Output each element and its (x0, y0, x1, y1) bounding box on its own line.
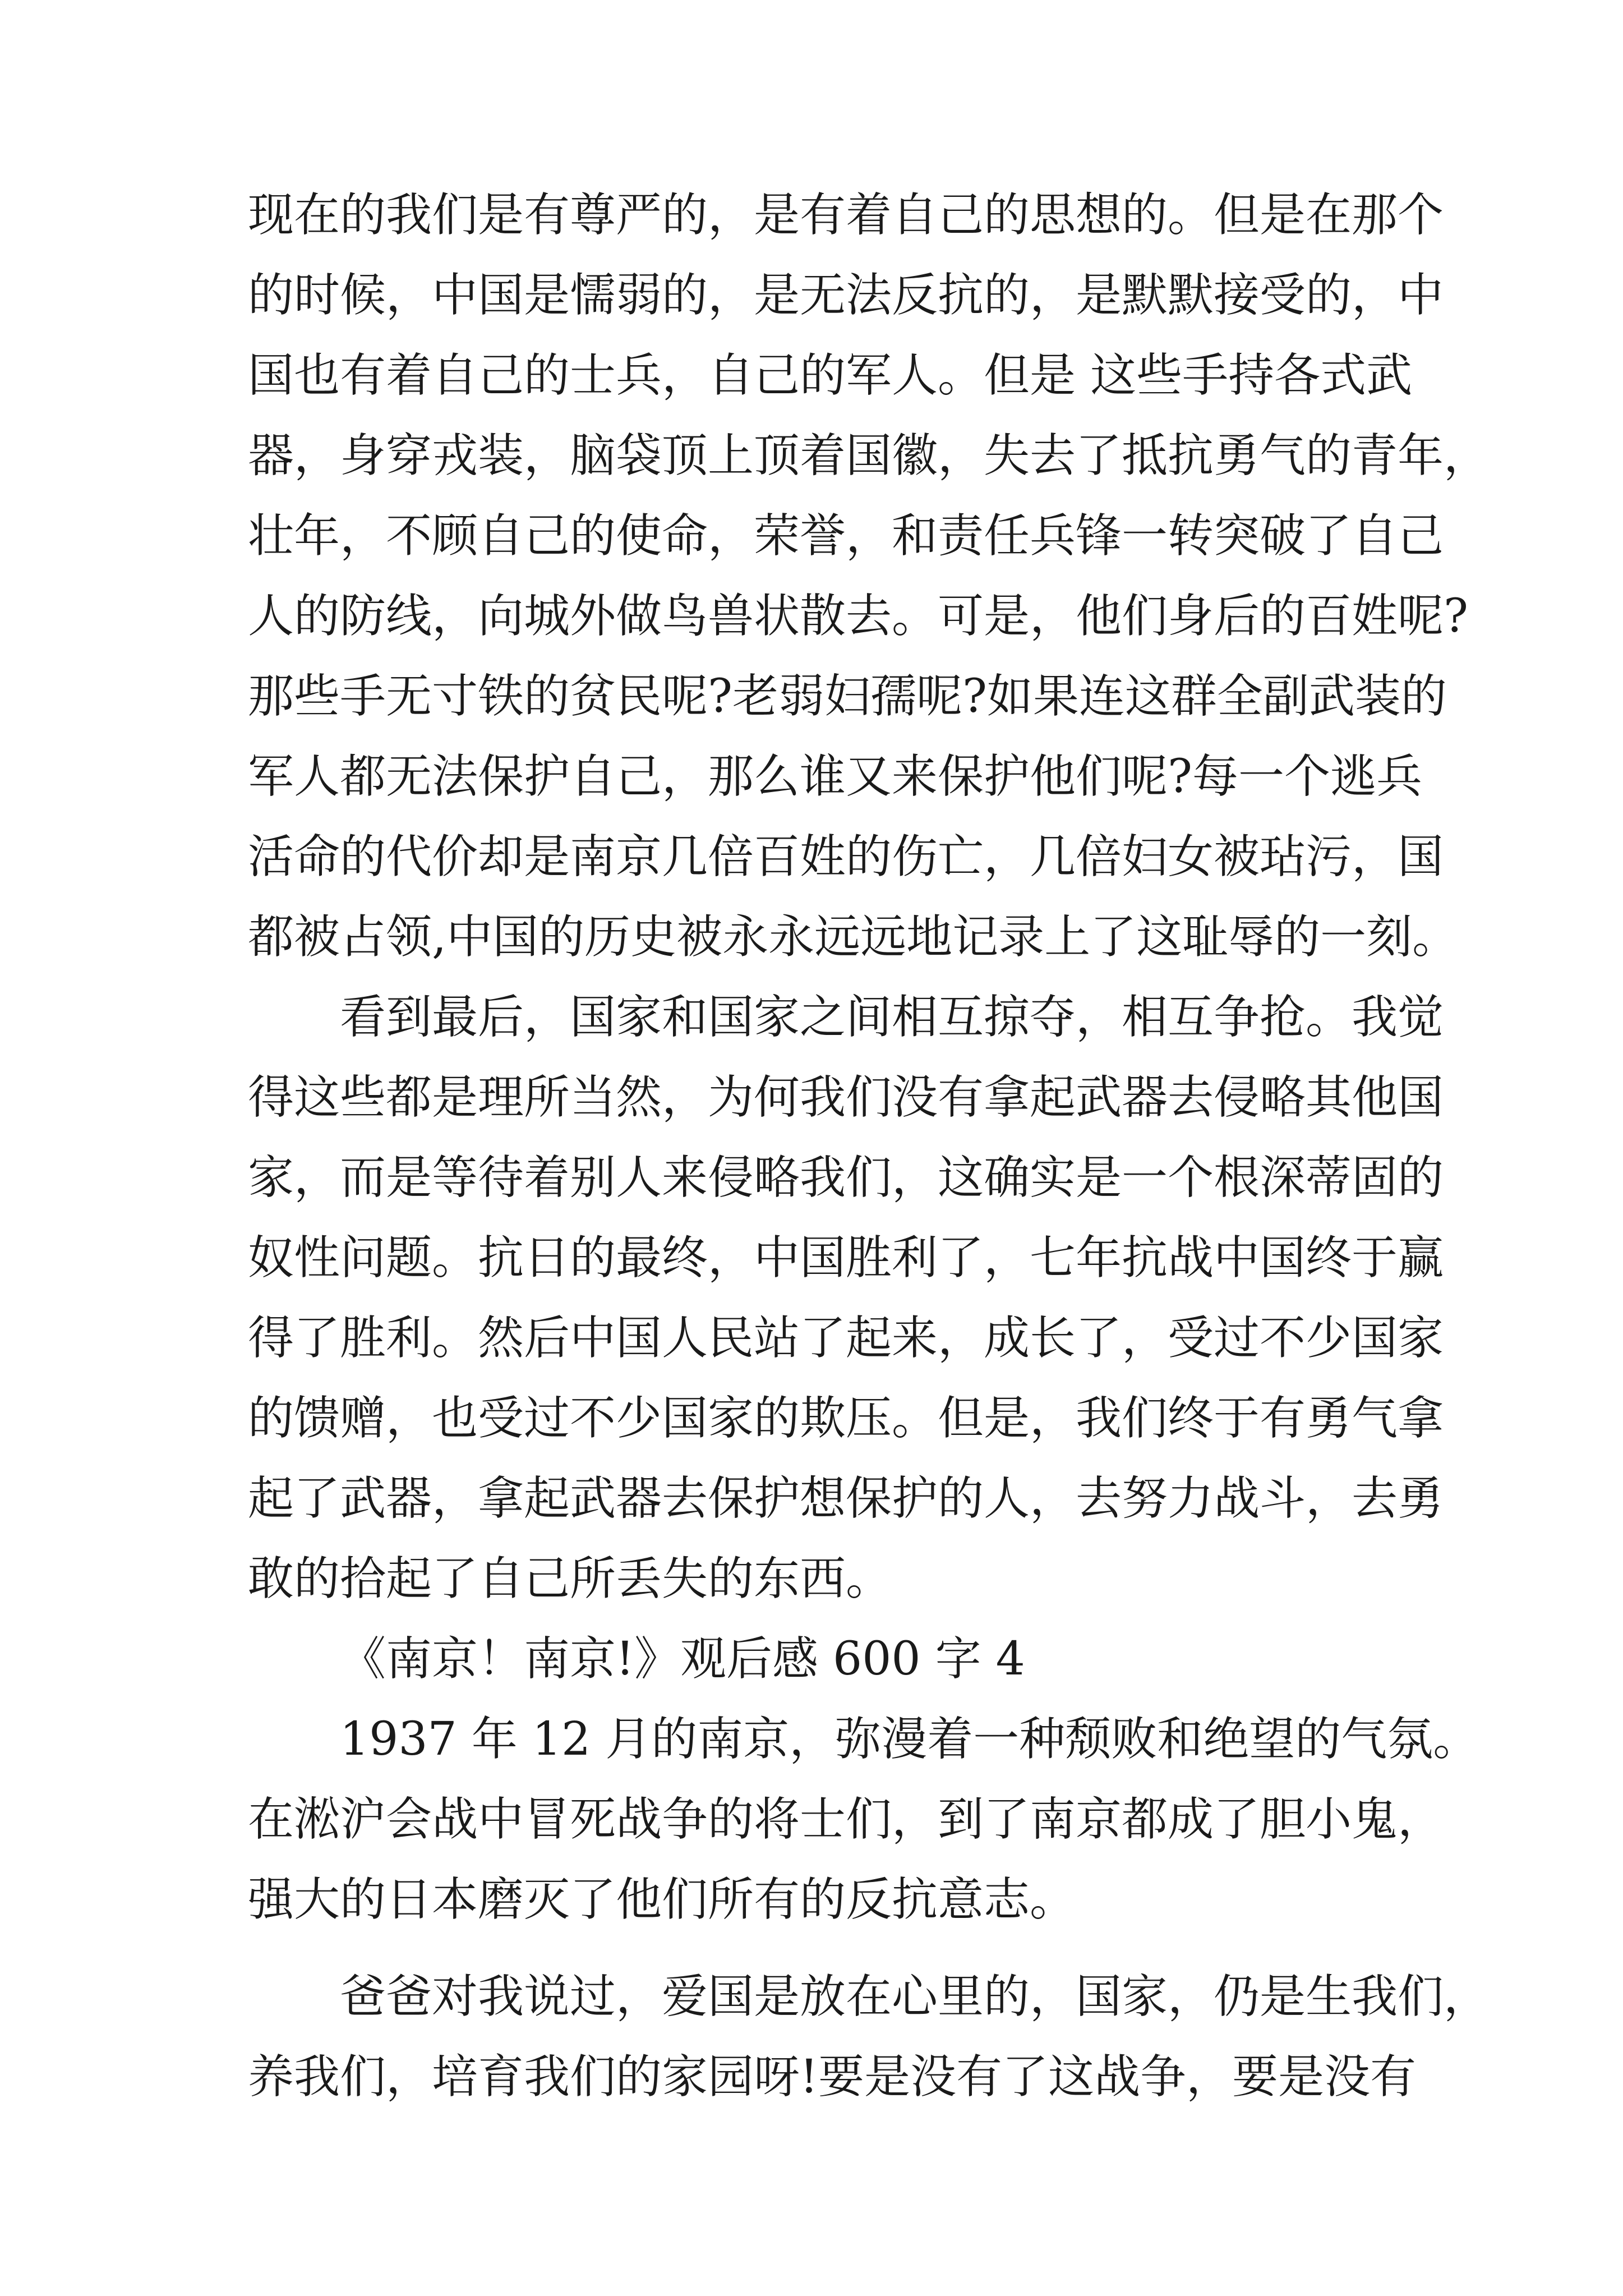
text-line: 那些手无寸铁的贫民呢?老弱妇孺呢?如果连这群全副武装的 (248, 670, 1447, 723)
text-line: 壮年，不顾自己的使命，荣誉，和责任兵锋一转突破了自己 (248, 509, 1444, 563)
text-line: 得这些都是理所当然，为何我们没有拿起武器去侵略其他国 (248, 1071, 1444, 1124)
paragraph (248, 175, 1490, 977)
text-line: 现在的我们是有尊严的，是有着自己的思想的。但是在那个 (248, 188, 1444, 242)
text-line: 看到最后，国家和国家之间相互掠夺，相互争抢。我觉 (340, 991, 1444, 1044)
text-line: 活命的代价却是南京几倍百姓的伤亡，几倍妇女被玷污，国 (248, 830, 1444, 884)
text-line: 国也有着自己的士兵，自己的军人。但是 这些手持各式武 (248, 349, 1413, 402)
text-line: 养我们，培育我们的家园呀!要是没有了这战争，要是没有 (248, 2050, 1416, 2104)
paragraph (248, 1699, 1479, 1940)
text-line: 军人都无法保护自己，那么谁又来保护他们呢?每一个逃兵 (248, 750, 1422, 803)
paragraph (248, 1957, 1490, 2117)
text-line: 家，而是等待着别人来侵略我们，这确实是一个根深蒂固的 (248, 1151, 1444, 1204)
text-line: 强大的日本磨灭了他们所有的反抗意志。 (248, 1873, 1076, 1926)
text-line: 奴性问题。抗日的最终，中国胜利了，七年抗战中国终于赢 (248, 1231, 1444, 1285)
section-heading (248, 1619, 1386, 1699)
text-line: 的时候，中国是懦弱的，是无法反抗的，是默默接受的，中 (248, 269, 1444, 322)
text-line: 的馈赠，也受过不少国家的欺压。但是，我们终于有勇气拿 (248, 1392, 1444, 1445)
text-line: 起了武器，拿起武器去保护想保护的人，去努力战斗，去勇 (248, 1472, 1444, 1525)
heading-text: 《南京！南京!》观后感 600 字 4 (340, 1632, 1025, 1686)
text-line: 爸爸对我说过，爱国是放在心里的，国家，仍是生我们， (340, 1970, 1490, 2023)
text-line: 在淞沪会战中冒死战争的将士们，到了南京都成了胆小鬼， (248, 1793, 1444, 1846)
document-body (248, 175, 1490, 2117)
text-line: 敢的拾起了自己所丢失的东西。 (248, 1552, 892, 1605)
text-line: 器，身穿戎装，脑袋顶上顶着国徽，失去了抵抗勇气的青年， (248, 429, 1490, 482)
text-line: 都被占领,中国的历史被永永远远地记录上了这耻辱的一刻。 (248, 910, 1459, 964)
text-line: 1937 年 12 月的南京，弥漫着一种颓败和绝望的气氛。 (340, 1713, 1479, 1766)
text-line: 人的防线，向城外做鸟兽状散去。可是，他们身后的百姓呢? (248, 590, 1468, 643)
text-line: 得了胜利。然后中国人民站了起来，成长了，受过不少国家 (248, 1312, 1444, 1365)
paragraph (248, 977, 1444, 1619)
